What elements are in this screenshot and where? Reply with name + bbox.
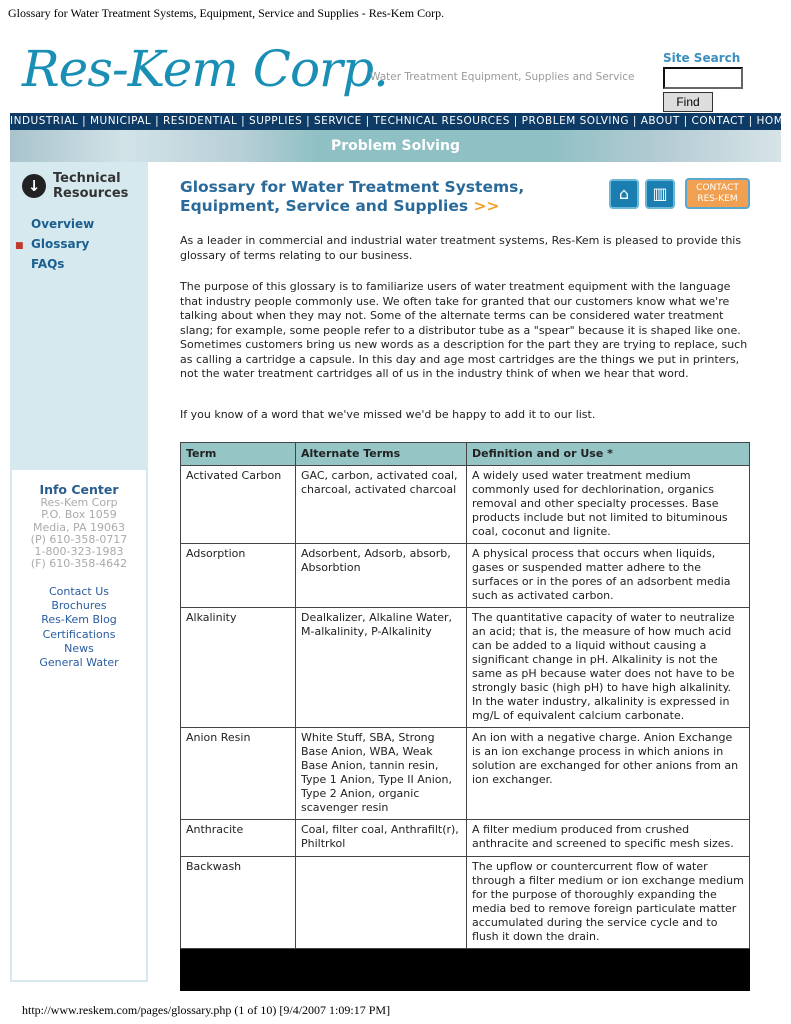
page-title: Glossary for Water Treatment Systems, Equipment, Service and Supplies - Res-Kem Corp. — [8, 6, 445, 20]
table-row — [181, 728, 750, 820]
tagline: Water Treatment Equipment, Supplies and Service — [370, 71, 635, 83]
term-cell: Backwash — [181, 857, 296, 949]
address-line: Res-Kem Corp — [40, 496, 118, 509]
glossary-table — [180, 442, 750, 949]
logo[interactable]: Res-Kem Corp. — [22, 40, 388, 98]
print-footer: http://www.reskem.com/pages/glossary.php (1 of 10) [9/4/2007 1:09:17 PM] — [22, 1003, 391, 1017]
column-header: Definition and or Use * — [467, 443, 750, 466]
info-links — [12, 585, 146, 671]
sidebar-item-overview[interactable]: Overview — [31, 217, 95, 231]
table-row — [181, 466, 750, 544]
alternate-terms-cell: Adsorbent, Adsorb, absorb, Absorbtion — [296, 544, 467, 608]
nav-home[interactable]: HOME — [756, 115, 791, 127]
address-line: P.O. Box 1059 — [41, 508, 117, 522]
alternate-terms-cell: White Stuff, SBA, Strong Base Anion, WBA, Weak Base Anion, tannin resin, Type 1 Anion, Type II Anion, Type 2 Anion, organic scavenger resin — [296, 728, 467, 820]
info-link-general-water[interactable]: General Water — [39, 656, 119, 670]
definition-cell: The upflow or countercurrent flow of water through a filter medium or ion exchange medium for the purpose of thoroughly expanding the media bed to remove foreign particulate matter accumulated during the service cycle and to flush it down the drain. — [467, 857, 750, 949]
info-center-title: Info Center — [39, 482, 119, 497]
term-cell: Adsorption — [181, 544, 296, 608]
contact-line1: CONTACT — [696, 183, 739, 193]
address-line: Media, PA 19063 — [33, 520, 125, 534]
down-arrow-icon: ↓ — [22, 174, 46, 198]
column-header: Alternate Terms — [296, 443, 467, 466]
sidebar-title-line1: Technical — [53, 171, 121, 186]
column-header: Term — [181, 443, 296, 466]
intro-paragraph: As a leader in commercial and industrial water treatment systems, Res-Kem is pleased to provide this glossary of terms relating to our business. — [180, 234, 742, 262]
sidebar-item-glossary[interactable]: Glossary — [31, 237, 90, 251]
term-cell: Anthracite — [181, 820, 296, 857]
contact-line2: RES-KEM — [697, 194, 738, 204]
top-nav: INDUSTRIAL | MUNICIPAL | RESIDENTIAL | SUPPLIES | SERVICE | TECHNICAL RESOURCES | PROBLEM SOLVING | ABOUT | CONTACT | HOME — [10, 113, 781, 130]
definition-cell: A filter medium produced from crushed anthracite and screened to specific mesh sizes. — [467, 820, 750, 857]
table-footer-bar — [180, 949, 750, 991]
sidebar — [10, 162, 148, 470]
info-link-res-kem-blog[interactable]: Res-Kem Blog — [41, 613, 117, 627]
nav-problem-solving[interactable]: PROBLEM SOLVING — [521, 115, 629, 127]
sidebar-item-faqs[interactable]: FAQs — [31, 257, 65, 271]
table-row — [181, 820, 750, 857]
section-banner: Problem Solving — [10, 130, 781, 162]
address — [12, 497, 146, 571]
info-link-brochures[interactable]: Brochures — [51, 599, 107, 613]
site-search-label: Site Search — [663, 51, 741, 65]
info-link-contact-us[interactable]: Contact Us — [48, 584, 110, 598]
info-center — [10, 470, 148, 982]
definition-cell: A physical process that occurs when liquids, gases or suspended matter adhere to the surfaces or in the pores of an adsorbent media such as activated carbon. — [467, 544, 750, 608]
find-button[interactable]: Find — [663, 92, 713, 112]
house-icon[interactable]: ⌂ — [609, 179, 639, 209]
term-cell: Alkalinity — [181, 608, 296, 728]
nav-supplies[interactable]: SUPPLIES — [249, 115, 303, 127]
nav-residential[interactable]: RESIDENTIAL — [163, 115, 238, 127]
alternate-terms-cell: Coal, filter coal, Anthrafilt(r), Philtrkol — [296, 820, 467, 857]
definition-cell: A widely used water treatment medium commonly used for dechlorination, organics removal and other specialty processes. Base products include but not limited to bituminous coal, coconut and lignite. — [467, 466, 750, 544]
page-heading — [180, 178, 524, 216]
nav-industrial[interactable]: INDUSTRIAL — [10, 115, 79, 127]
purpose-paragraph: The purpose of this glossary is to familiarize users of water treatment equipment with the language that industry people commonly use. We often take for granted that our customers know what we're talking about when they may not. Some of the alternate terms can be considered water treatment slang; for example, some people refer to a distributor tube as a "spear" because it is shaped like one. Sometimes customers bring us new words as a description for the part they are trying to replace, such as calling a cartridge a capsule. In this day and age most cartridges are the things we put in printers, not the water treatment cartridges all of us in the industry think of when we hear that word. — [180, 280, 748, 380]
sidebar-title — [53, 171, 128, 201]
heading-line1: Glossary for Water Treatment Systems, — [180, 178, 525, 196]
missing-word-paragraph: If you know of a word that we've missed we'd be happy to add it to our list. — [180, 408, 596, 421]
glossary-table-wrapper — [180, 442, 750, 991]
info-link-certifications[interactable]: Certifications — [42, 627, 116, 641]
nav-contact[interactable]: CONTACT — [691, 115, 745, 127]
table-row — [181, 544, 750, 608]
alternate-terms-cell: GAC, carbon, activated coal, charcoal, activated charcoal — [296, 466, 467, 544]
term-cell: Anion Resin — [181, 728, 296, 820]
sidebar-title-line2: Resources — [53, 186, 129, 201]
heading-line2: Equipment, Service and Supplies — [180, 197, 469, 215]
factory-icon[interactable]: ▥ — [645, 179, 675, 209]
alternate-terms-cell — [296, 857, 467, 949]
nav-about[interactable]: ABOUT — [640, 115, 680, 127]
table-header — [181, 443, 750, 466]
nav-municipal[interactable]: MUNICIPAL — [89, 115, 152, 127]
definition-cell: The quantitative capacity of water to neutralize an acid; that is, the measure of how much acid can be added to a liquid without causing a significant change in pH. Alkalinity is not the same as pH because water does not have to be strongly basic (high pH) to have high alkalinity. In the water industry, alkalinity is expressed in mg/L of equivalent calcium carbonate. — [467, 608, 750, 728]
table-row — [181, 608, 750, 728]
nav-technical-resources[interactable]: TECHNICAL RESOURCES — [373, 115, 510, 127]
nav-service[interactable]: SERVICE — [314, 115, 362, 127]
address-line: (P) 610-358-0717 — [30, 532, 128, 546]
alternate-terms-cell: Dealkalizer, Alkaline Water, M-alkalinity, P-Alkalinity — [296, 608, 467, 728]
table-row — [181, 857, 750, 949]
active-bullet-icon: ■ — [15, 241, 24, 251]
heading-arrow: >> — [473, 197, 500, 215]
term-cell: Activated Carbon — [181, 466, 296, 544]
address-line: (F) 610-358-4642 — [30, 557, 128, 571]
search-input[interactable] — [663, 67, 743, 89]
info-link-news[interactable]: News — [64, 641, 94, 655]
definition-cell: An ion with a negative charge. Anion Exchange is an ion exchange process in which anions in solution are exchanged for other anions from an ion exchanger. — [467, 728, 750, 820]
contact-res-kem-button[interactable] — [685, 178, 750, 209]
address-line: 1-800-323-1983 — [34, 545, 124, 559]
